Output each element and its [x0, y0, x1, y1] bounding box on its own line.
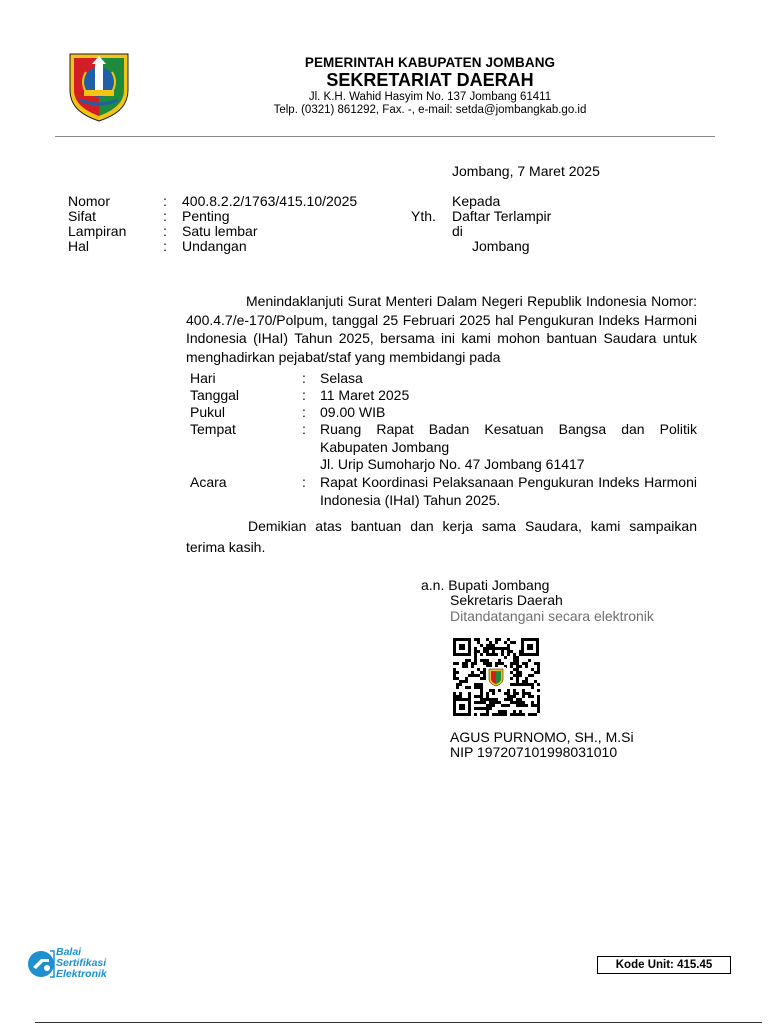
signature-nip: NIP 197207101998031010	[450, 744, 618, 760]
signature-esign-note: Ditandatangani secara elektronik	[450, 608, 654, 624]
detail-colon: :	[302, 404, 306, 420]
detail-value-tempat-address: Jl. Urip Sumoharjo No. 47 Jombang 61417	[320, 456, 585, 472]
detail-colon: :	[302, 421, 306, 437]
meta-colon: :	[163, 223, 167, 239]
detail-value-acara: Rapat Koordinasi Pelaksanaan Pengukuran Indeks Harmoni Indonesia (IHaI) Tahun 2025.	[320, 474, 697, 508]
recipient-di: di	[452, 223, 463, 239]
detail-value-tanggal: 11 Maret 2025	[320, 387, 410, 403]
bsre-label	[56, 947, 107, 980]
meta-label-lampiran: Lampiran	[68, 223, 127, 239]
bsre-label-line1: Balai	[56, 946, 82, 958]
recipient-name: Daftar Terlampir	[452, 208, 552, 224]
signature-an: a.n. Bupati Jombang	[421, 577, 550, 593]
qr-code	[452, 637, 540, 717]
header-contact: Telp. (0321) 861292, Fax. -, e-mail: setda@jombangkab.go.id	[273, 104, 587, 116]
header-address: Jl. K.H. Wahid Hasyim No. 137 Jombang 61411	[308, 91, 552, 103]
footer-divider	[35, 1022, 762, 1023]
recipient-city: Jombang	[472, 238, 530, 254]
recipient-kepada: Kepada	[452, 193, 501, 209]
letter-date: Jombang, 7 Maret 2025	[452, 163, 600, 179]
header-government: PEMERINTAH KABUPATEN JOMBANG	[304, 55, 556, 70]
bsre-label-line3: Elektronik	[56, 968, 107, 980]
detail-label-hari: Hari	[190, 370, 216, 386]
detail-value-tempat: Ruang Rapat Badan Kesatuan Bangsa dan Politik Kabupaten Jombang	[320, 421, 697, 455]
meta-colon: :	[163, 238, 167, 254]
meta-colon: :	[163, 193, 167, 209]
detail-value-hari: Selasa	[320, 370, 363, 386]
meta-value-sifat: Penting	[182, 208, 230, 224]
detail-label-tanggal: Tanggal	[190, 387, 240, 403]
kode-unit-box: Kode Unit: 415.45	[597, 956, 731, 974]
detail-label-acara: Acara	[190, 474, 227, 490]
bsre-label-line2: Sertifikasi	[56, 957, 107, 969]
detail-value-pukul: 09.00 WIB	[320, 404, 386, 420]
meta-label-nomor: Nomor	[68, 193, 111, 209]
detail-label-pukul: Pukul	[190, 404, 226, 420]
meta-value-nomor: 400.8.2.2/1763/415.10/2025	[182, 193, 358, 209]
body-paragraph-2-text: Demikian atas bantuan dan kerja sama Saudara, kami sampaikan terima kasih.	[186, 518, 697, 555]
signature-position: Sekretaris Daerah	[450, 592, 563, 608]
body-paragraph-1	[186, 292, 697, 366]
recipient-yth: Yth.	[411, 208, 436, 224]
meta-label-hal: Hal	[68, 238, 90, 254]
meta-colon: :	[163, 208, 167, 224]
meta-value-hal: Undangan	[182, 238, 247, 254]
detail-colon: :	[302, 474, 306, 490]
detail-colon: :	[302, 370, 306, 386]
body-paragraph-1-text: Menindaklanjuti Surat Menteri Dalam Negeri Republik Indonesia Nomor: 400.4.7/e-170/Polpum, tanggal 25 Februari 2025 hal Pengukuran Indeks Harmoni Indonesia (IHaI) Tahun 2025, bersama ini kami mohon bantuan Saudara untuk menghadirkan pejabat/staf yang membidangi pada	[186, 293, 697, 365]
header-divider	[55, 136, 715, 137]
detail-colon: :	[302, 387, 306, 403]
signature-name: AGUS PURNOMO, SH., M.Si	[450, 729, 634, 745]
body-paragraph-2	[186, 516, 697, 558]
bsre-logo-icon	[26, 947, 56, 981]
meta-label-sifat: Sifat	[68, 208, 97, 224]
detail-label-tempat: Tempat	[190, 421, 236, 437]
header-office: SEKRETARIAT DAERAH	[326, 70, 534, 90]
meta-value-lampiran: Satu lembar	[182, 223, 258, 239]
